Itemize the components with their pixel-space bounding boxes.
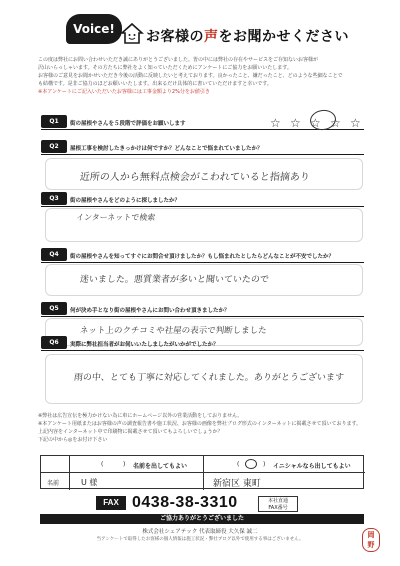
title-accent: 声 (204, 29, 219, 45)
divider (41, 350, 364, 351)
star-icon[interactable]: ☆ (310, 116, 321, 130)
footer-note: ※本アンケート用紙またはお客様の声の調査報告書や施工状況、お客様の画像を弊社ブログ形式のインターネットに掲載させて頂いております。 (38, 421, 362, 427)
intro-discount-note: ※本アンケートにご記入いただいたお客様には工事金額より2%分をお値引き (38, 89, 210, 95)
fax-number: 0438-38-3310 (132, 494, 238, 511)
answer-q6: 雨の中、とても丁寧に対応してくれました。ありがとうございます (73, 373, 345, 383)
answer-q4: 迷いました。悪質業者が多いと聞いていたので (79, 275, 270, 285)
divider (69, 456, 70, 490)
star-icon[interactable]: ☆ (290, 116, 301, 130)
name-label: 名前 (47, 480, 60, 487)
name-permission-table (40, 455, 364, 489)
footer-note: 下記の中から◎をお付け下さい (38, 437, 108, 443)
footer-note: ※弊社は広告宣伝を極力かけない為に車にホームページ以外の営業活動をしておりません。 (38, 413, 243, 419)
question-label-q2: Q2 (41, 140, 67, 153)
answer-q3: インターネットで検索 (75, 213, 156, 222)
intro-line: この度は弊社にお問い合わせいただき誠にありがとうございました。皆の中には弊社の存在やサービスをご存知ないお客様が (38, 57, 319, 63)
divider (203, 456, 204, 490)
intro-line: お客様のご意見をお聞かせいただき今後の活動に反映したいと考えております。良かったこと、嫌だったこと、どのような些細なことで (38, 73, 343, 79)
title-suffix: をお聞かせください (218, 29, 349, 45)
footer-note: 上記内容をインターネット中で印刷物に掲載させて頂いてもよろしいでしょうか？ (38, 429, 223, 435)
thank-you-bar: ご協力ありがとうございました (40, 514, 364, 524)
option-full-name[interactable]: 名前を出してもよい (133, 463, 188, 470)
intro-text (38, 56, 368, 96)
name-value[interactable]: U 様 (81, 478, 98, 487)
privacy-disclaimer: 当アンケートで取得したお客様の個人情報は施工状況・弊社ブログ以外で使用する事はございません。 (96, 537, 304, 542)
question-text-q3: 街の屋根やさんをどのように探しましたか？ (70, 198, 181, 204)
company-name: 株式会社シェアテック 代表取締役 大久保 誠二 (142, 529, 258, 535)
divider (41, 262, 364, 263)
paren-right: ) (123, 461, 126, 468)
divider (41, 154, 364, 155)
address-value[interactable]: 新宿区 東町 (213, 479, 261, 489)
question-text-q4: 街の屋根やさんを知ってすぐにお問合せ頂けましたか？もし悩まれたとしたらどんなことが不安でしたか？ (70, 254, 335, 260)
answer-q2: 近所の人から無料点検会がこわれていると指摘あり (79, 172, 311, 183)
title-prefix: お客様の (146, 29, 204, 45)
paren-left: ( (101, 461, 104, 468)
star-icon[interactable]: ☆ (270, 116, 281, 130)
fax-side-label-line: 本社直通 (267, 498, 288, 504)
intro-line: も結構です。是非ご協力のほどお願いいたします。出来るだけ具体的に書いていただけますと幸いです。 (38, 81, 272, 87)
seal-stamp: 岡 野 (362, 528, 380, 552)
fax-side-label (258, 496, 298, 512)
star-icon[interactable]: ☆ (330, 116, 341, 130)
question-label-q6: Q6 (41, 336, 67, 349)
question-text-q1: 街の屋根やさんを５段階で評価をお願いします (70, 121, 186, 127)
selected-circle-mark (245, 459, 257, 469)
page-title (146, 26, 349, 46)
footer-notes (38, 412, 368, 444)
voice-badge: Voice! (66, 14, 122, 44)
house-icon (120, 22, 144, 44)
option-initial[interactable]: イニシャルなら出してもよい (273, 463, 351, 470)
question-text-q5: 何が決め手となり街の屋根やさんにお問い合わせ頂きましたか？ (70, 308, 230, 314)
question-label-q3: Q3 (41, 192, 67, 205)
intro-line: 沢山いらっしゃいます。その方たちに弊社をよく知っていただくためにアンケートにご協力をお願いいたします。 (38, 65, 292, 71)
paren-left: ( (237, 461, 240, 468)
paren-right: ) (263, 461, 266, 468)
divider (41, 206, 364, 207)
star-icon[interactable]: ☆ (350, 116, 361, 130)
question-text-q2: 屋根工事を検討したきっかけは何ですか？どんなことで悩まれていましたか？ (70, 146, 263, 152)
fax-side-label-line: FAX番号 (268, 505, 288, 511)
answer-q5: ネット上のクチコミや社屋の表示で判断しました (79, 326, 268, 336)
question-label-q4: Q4 (41, 248, 67, 261)
question-text-q6: 実際に弊社担当者がお伺いいたしましたがいかがでしたか？ (70, 342, 219, 348)
question-label-q1: Q1 (41, 115, 67, 128)
fax-badge: FAX (96, 496, 126, 510)
question-label-q5: Q5 (41, 302, 67, 315)
divider (41, 316, 364, 317)
